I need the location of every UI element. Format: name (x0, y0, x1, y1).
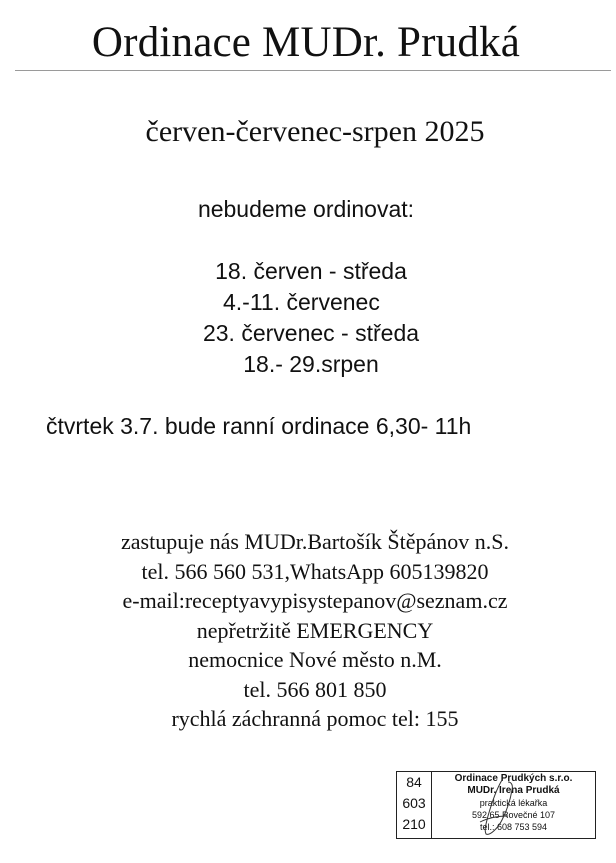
substitute-phone: tel. 566 560 531,WhatsApp 605139820 (141, 558, 489, 584)
signature-icon (472, 776, 522, 838)
special-hours-note: čtvrtek 3.7. bude ranní ordinace 6,30- 11h (46, 413, 472, 439)
closed-date-item: 18.- 29.srpen (243, 351, 379, 377)
stamp-code-line: 210 (402, 816, 426, 832)
ambulance-phone: rychlá záchranná pomoc tel: 155 (171, 706, 459, 731)
notice-period: červen-červenec-srpen 2025 (145, 115, 485, 148)
stamp-company: Ordinace Prudkých s.r.o. (454, 773, 573, 784)
page-title: Ordinace MUDr. Prudká (91, 19, 521, 66)
office-stamp (396, 771, 596, 839)
closed-date-item: 23. červenec - středa (202, 320, 420, 346)
title-divider (15, 70, 611, 71)
closed-date-item: 4.-11. červenec (223, 289, 399, 315)
stamp-role: praktická lékařka (479, 798, 548, 808)
emergency-label: nepřetržitě EMERGENCY (196, 617, 434, 643)
stamp-address: 592 65 Rovečné 107 (471, 810, 556, 820)
hospital-phone: tel. 566 801 850 (243, 676, 387, 702)
stamp-code (397, 772, 432, 838)
stamp-code-line: 84 (406, 774, 422, 790)
stamp-phone: tel.: 608 753 594 (479, 822, 548, 832)
substitute-doctor: zastupuje nás MUDr.Bartošík Štěpánov n.S. (120, 529, 510, 554)
closed-dates-list (0, 256, 616, 380)
hospital-name: nemocnice Nové město n.M. (188, 647, 442, 672)
closed-date-item: 18. červen - středa (215, 258, 407, 284)
stamp-doctor: MUDr. Irena Prudká (467, 785, 560, 796)
closed-heading: nebudeme ordinovat: (197, 196, 415, 222)
stamp-code-line: 603 (402, 795, 426, 811)
substitute-info (0, 527, 616, 734)
substitute-email: e-mail:receptyavypisystepanov@seznam.cz (122, 588, 508, 613)
